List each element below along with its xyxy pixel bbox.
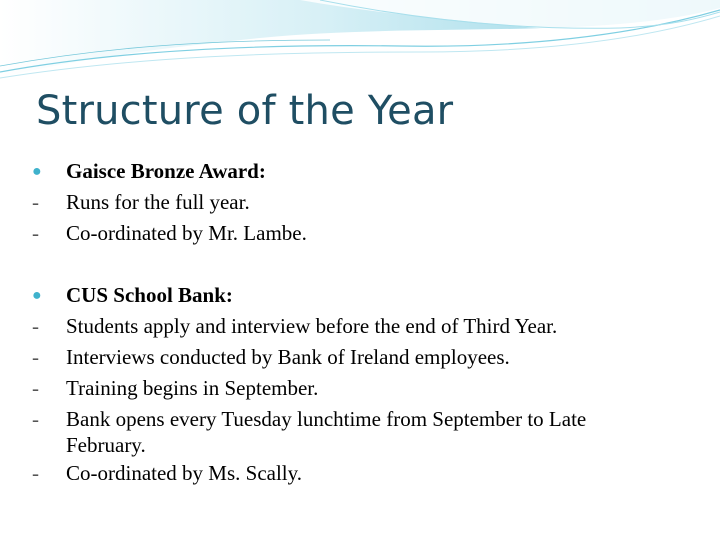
section-heading-row	[30, 280, 710, 311]
bullet-dot-icon: ●	[32, 163, 42, 180]
list-item	[30, 187, 710, 218]
section-heading: Gaisce Bronze Award:	[66, 159, 266, 183]
list-item-text: Co-ordinated by Mr. Lambe.	[66, 221, 307, 245]
dash-icon: -	[32, 407, 39, 431]
list-item-text: Students apply and interview before the end of Third Year.	[66, 314, 558, 338]
list-item-text: Bank opens every Tuesday lunchtime from September to Late February.	[66, 407, 587, 457]
dash-icon: -	[32, 461, 39, 485]
list-item-text: Runs for the full year.	[66, 190, 250, 214]
list-item	[30, 404, 710, 458]
slide-body	[30, 156, 710, 489]
list-item-text: Training begins in September.	[66, 376, 319, 400]
list-item	[30, 373, 710, 404]
dash-icon: -	[32, 190, 39, 214]
section-heading: CUS School Bank:	[66, 283, 233, 307]
dash-icon: -	[32, 221, 39, 245]
dash-icon: -	[32, 314, 39, 338]
section-heading-row	[30, 156, 710, 187]
list-item	[30, 458, 710, 489]
dash-icon: -	[32, 376, 39, 400]
list-item-text: Interviews conducted by Bank of Ireland employees.	[66, 345, 510, 369]
bullet-dot-icon: ●	[32, 287, 42, 304]
list-item	[30, 218, 710, 249]
list-item-text: Co-ordinated by Ms. Scally.	[66, 461, 303, 485]
header-wave-decoration	[0, 0, 720, 90]
dash-icon: -	[32, 345, 39, 369]
section-spacer	[30, 249, 710, 280]
list-item	[30, 342, 710, 373]
slide-title: Structure of the Year	[36, 88, 454, 134]
list-item	[30, 311, 710, 342]
